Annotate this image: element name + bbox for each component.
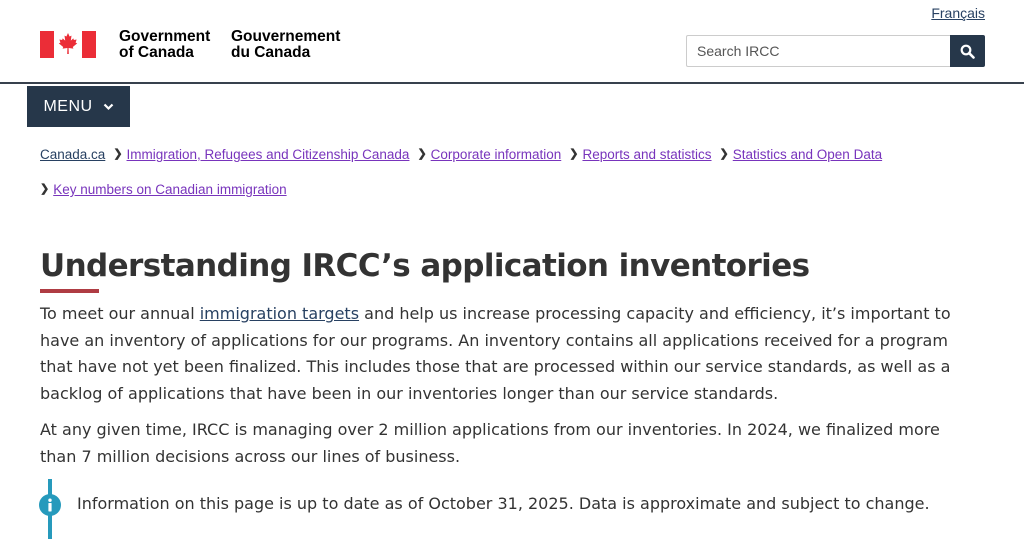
breadcrumb-link-reports[interactable]: Reports and statistics <box>582 147 712 162</box>
wordmark-french[interactable] <box>231 29 340 61</box>
language-toggle-link[interactable]: Français <box>931 5 985 21</box>
breadcrumb-link-ircc[interactable]: Immigration, Refugees and Citizenship Canada <box>126 147 410 162</box>
breadcrumb-link-corporate[interactable]: Corporate information <box>430 147 562 162</box>
breadcrumb-item-corporate <box>409 146 561 163</box>
breadcrumb-item-statistics <box>712 146 883 163</box>
chevron-right-icon: ❯ <box>113 148 123 160</box>
chevron-right-icon: ❯ <box>719 148 729 160</box>
chevron-right-icon: ❯ <box>569 148 579 160</box>
search-button[interactable] <box>950 35 985 67</box>
wordmark-english-line1: Government <box>119 28 211 45</box>
info-icon <box>39 494 61 516</box>
breadcrumb-link-statistics[interactable]: Statistics and Open Data <box>732 147 883 162</box>
intro-text-before: To meet our annual <box>40 304 200 323</box>
title-underline <box>40 289 99 293</box>
wordmark-english[interactable] <box>119 29 210 61</box>
chevron-right-icon: ❯ <box>40 183 50 195</box>
breadcrumb-link-key-numbers[interactable]: Key numbers on Canadian immigration <box>53 182 287 197</box>
search-input[interactable] <box>686 35 950 67</box>
inventory-paragraph: At any given time, IRCC is managing over 2 million applications from our inventories. In 2024, we finalized more than 7 million decisions across our lines of business. <box>40 420 940 466</box>
canada-flag-icon <box>40 31 96 58</box>
breadcrumb-link-canada[interactable]: Canada.ca <box>40 147 106 162</box>
breadcrumb-item-ircc <box>105 146 409 163</box>
page-title: Understanding IRCC’s application inventories <box>40 248 810 284</box>
breadcrumb-item-reports <box>561 146 711 163</box>
intro-text-after: and help us increase processing capacity and efficiency, it’s important to have an inventory of applications for our programs. An inventory contains all applications received for a program that have not yet been finalized. This includes those that are processed within our service standards, as well as a backlog of applications that have been in our inventories longer than our service standards. <box>40 304 951 403</box>
breadcrumb-item-key-numbers <box>40 181 287 198</box>
breadcrumb <box>40 146 990 198</box>
chevron-right-icon: ❯ <box>417 148 427 160</box>
intro-paragraph <box>40 301 980 407</box>
search-icon <box>960 44 975 59</box>
menu-button[interactable] <box>27 86 130 127</box>
immigration-targets-link[interactable]: immigration targets <box>199 304 360 323</box>
chevron-down-icon <box>103 103 114 111</box>
menu-label: MENU <box>43 97 93 115</box>
wordmark-english-line2: of Canada <box>119 44 194 61</box>
info-alert-text: Information on this page is up to date as of October 31, 2025. Data is approximate and subject to change. <box>77 494 930 513</box>
wordmark-french-line2: du Canada <box>231 44 311 61</box>
site-header <box>0 0 1024 84</box>
wordmark-french-line1: Gouvernement <box>231 28 341 45</box>
breadcrumb-item-canada <box>40 146 105 163</box>
